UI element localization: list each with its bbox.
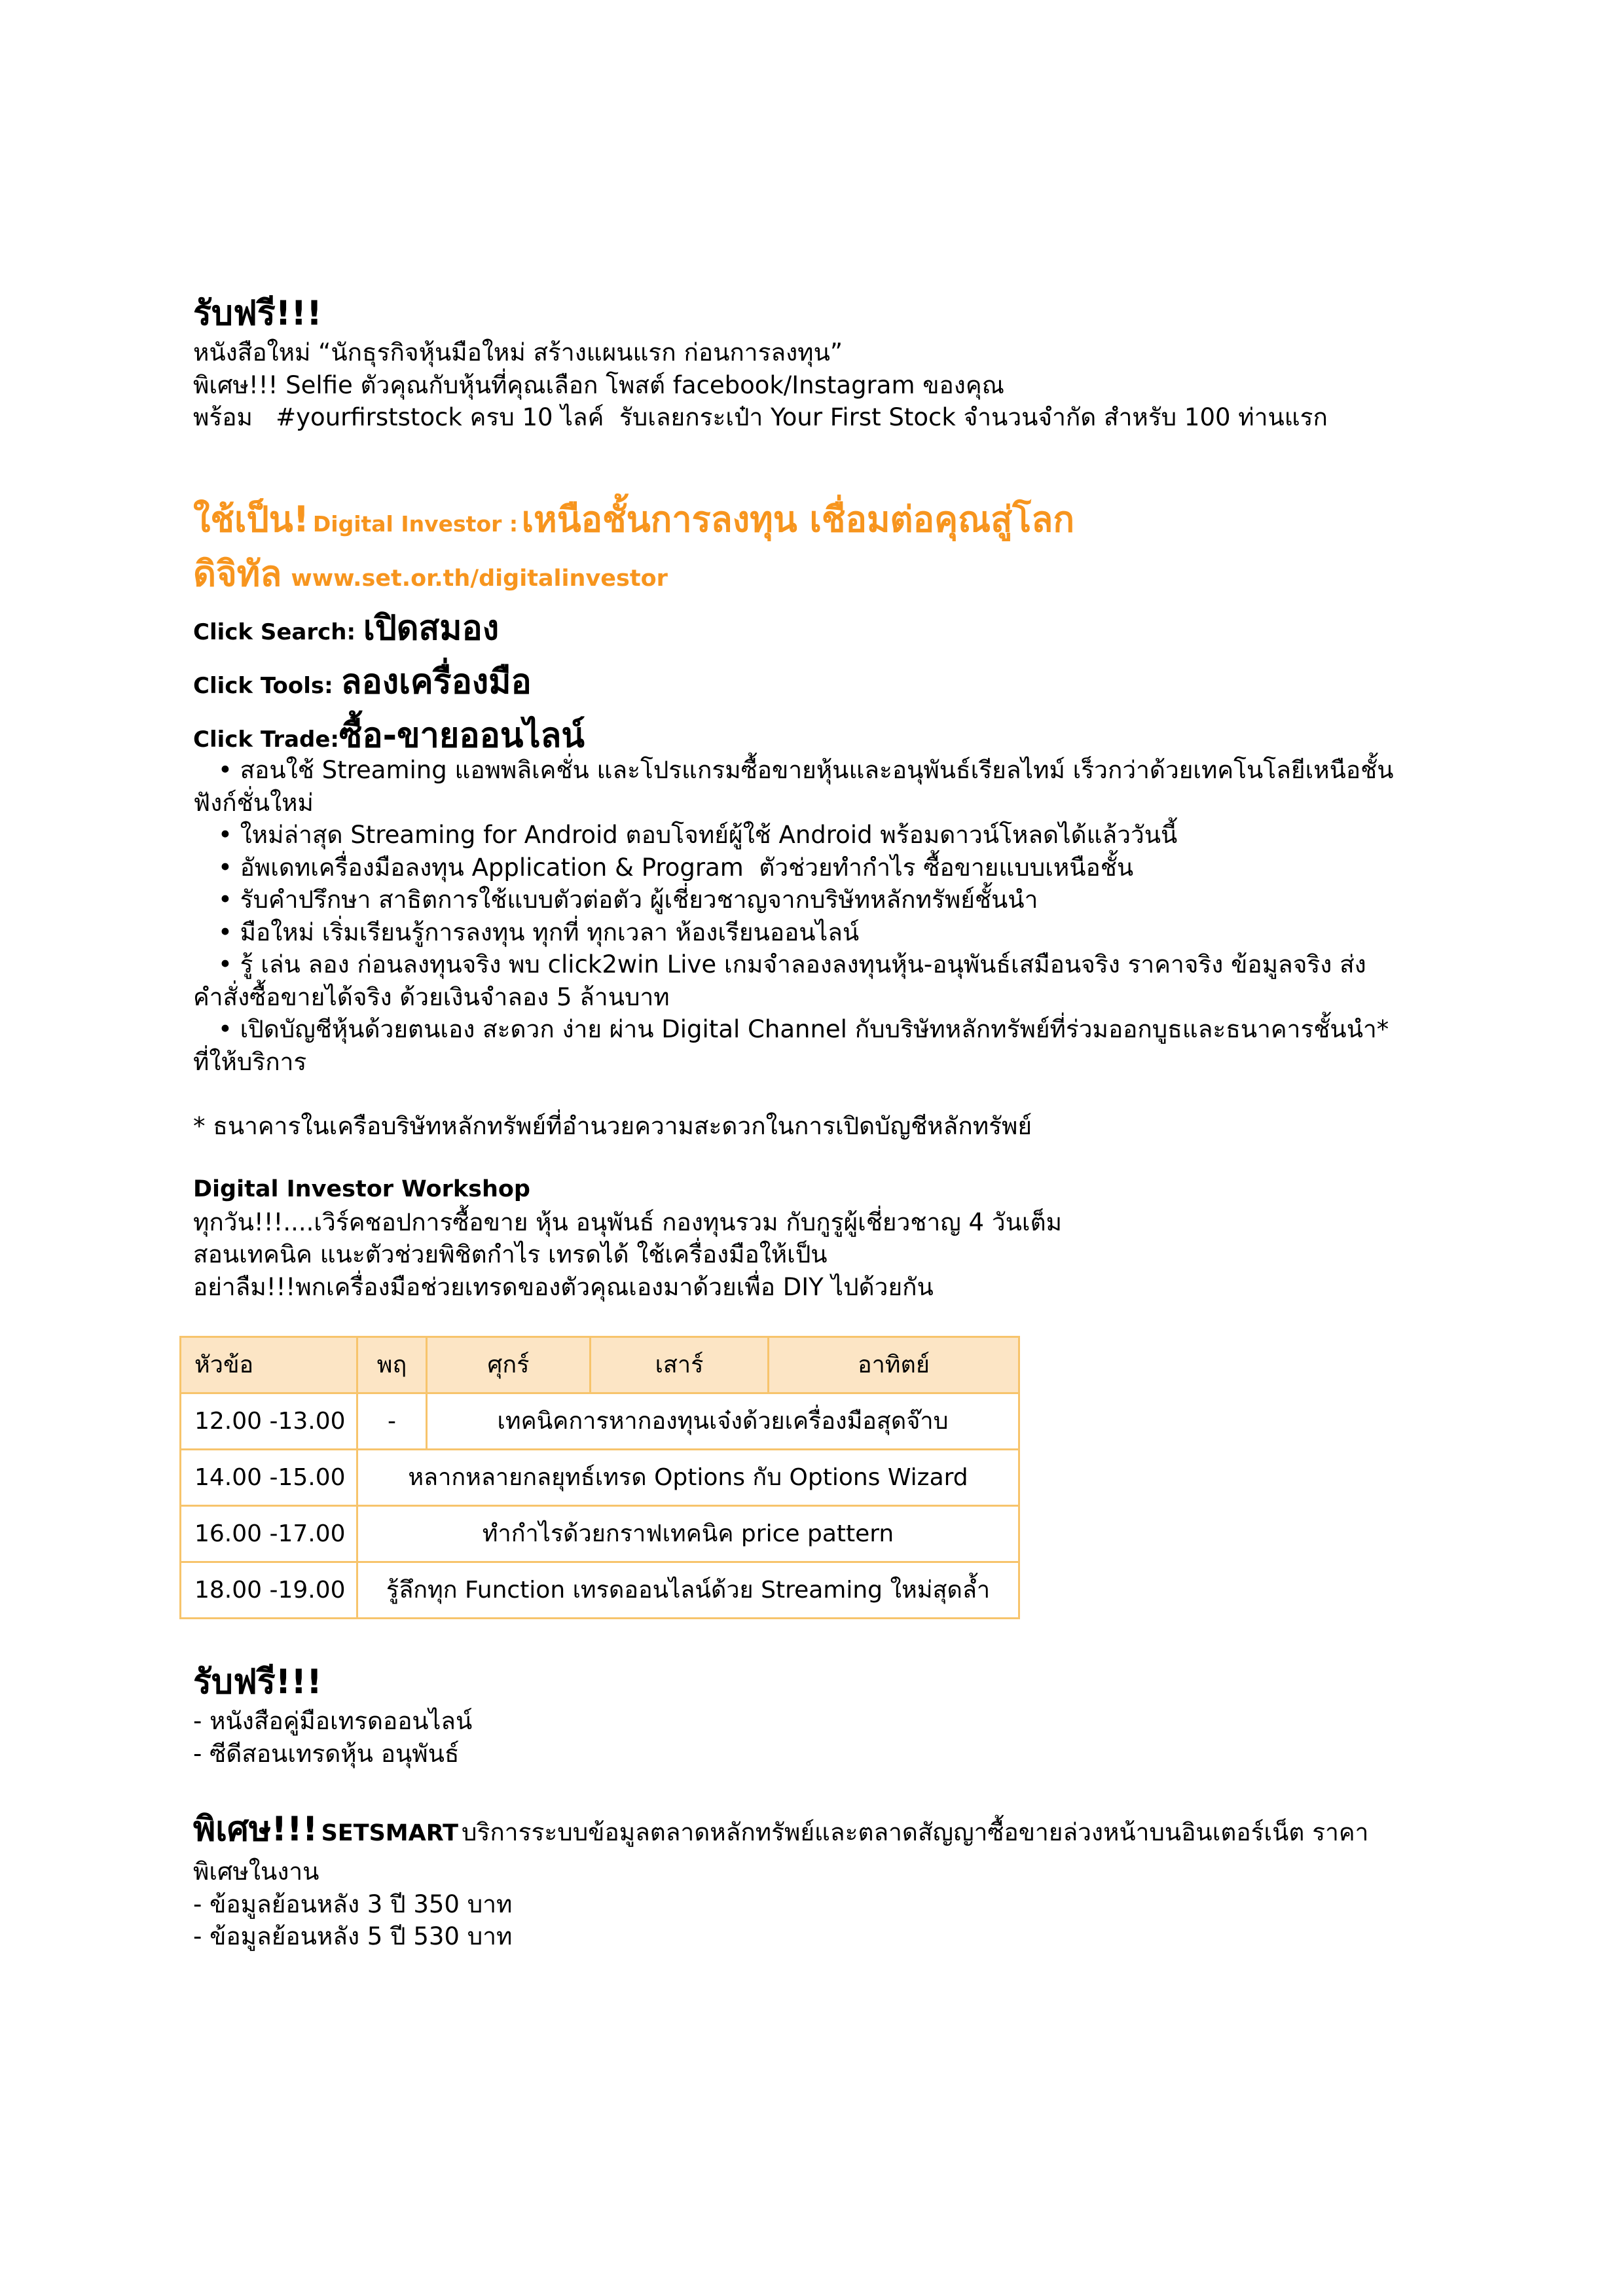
digital-investor-title [193,497,1575,551]
workshop-line: สอนเทคนิค แนะตัวช่วยพิชิตกำไร เทรดได้ ใช้เครื่องมือให้เป็น [193,1240,828,1268]
table-row [181,1506,1019,1562]
title-brand: Digital Investor : [312,511,519,537]
bullet-item-continued: ฟังก์ชั่นใหม่ [193,788,314,817]
free-gift-heading: รับฟรี!!! [193,294,322,333]
title-tagline-cont: ดิจิทัล [193,553,282,594]
thursday-cell: - [357,1393,427,1450]
bullet-item: • ใหม่ล่าสุด Streaming for Android ตอบโจทย์ผู้ใช้ Android พร้อมดาวน์โหลดได้แล้ววันนี้ [218,821,1178,849]
setsmart-description: บริการระบบข้อมูลตลาดหลักทรัพย์และตลาดสัญญาซื้อขายล่วงหน้าบนอินเตอร์เน็ต ราคา [462,1818,1369,1846]
topic-cell: หลากหลายกลยุทธ์เทรด Options กับ Options Wizard [357,1450,1019,1506]
setsmart-description-continued: พิเศษในงาน [193,1857,319,1886]
bullet-item: • สอนใช้ Streaming แอพพลิเคชั่น และโปรแกรมซื้อขายหุ้นและอนุพันธ์เรียลไทม์ เร็วกว่าด้วยเทคโนโลยีเหนือชั้น [218,756,1394,784]
bullet-item: • อัพเดทเครื่องมือลงทุน Application & Program ตัวช่วยทำกำไร ซื้อขายแบบเหนือชั้น [218,853,1134,882]
title-lead: ใช้เป็น! [193,499,310,540]
table-header-row [181,1337,1019,1393]
click-value: ลองเครื่องมือ [340,662,532,702]
feature-bullet-list [193,754,1575,1078]
setsmart-price-item: - ข้อมูลย้อนหลัง 5 ปี 530 บาท [193,1922,513,1950]
column-header-day: เสาร์ [591,1337,769,1393]
column-header-day: ศุกร์ [427,1337,591,1393]
bullet-item: • มือใหม่ เริ่มเรียนรู้การลงทุน ทุกที่ ทุกเวลา ห้องเรียนออนไลน์ [218,918,860,946]
free-gift-2-heading: รับฟรี!!! [193,1662,322,1702]
click-label: Click Trade: [193,726,340,753]
time-cell: 16.00 -17.00 [181,1506,357,1562]
click-value: เปิดสมอง [363,609,500,648]
bullet-item: • รับคำปรึกษา สาธิตการใช้แบบตัวต่อตัว ผู้เชี่ยวชาญจากบริษัทหลักทรัพย์ชั้นนำ [218,886,1038,914]
workshop-title: Digital Investor Workshop [193,1176,530,1202]
bullet-item-continued: คำสั่งซื้อขายได้จริง ด้วยเงินจำลอง 5 ล้านบาท [193,982,670,1011]
table-row [181,1393,1019,1450]
bullet-item-continued: ที่ให้บริการ [193,1047,307,1076]
time-cell: 14.00 -15.00 [181,1450,357,1506]
column-header-day: พฤ [357,1337,427,1393]
free-gift-2-section [193,1659,1575,1770]
click-label: Click Search: [193,619,363,645]
click-value: ซื้อ-ขายออนไลน์ [339,716,585,755]
topic-cell: เทคนิคการหากองทุนเจ๋งด้วยเครื่องมือสุดจ๊าบ [427,1393,1019,1450]
workshop-line: อย่าลืม!!!พกเครื่องมือช่วยเทรดของตัวคุณเองมาด้วยเพื่อ DIY ไปด้วยกัน [193,1272,934,1301]
table-row [181,1562,1019,1619]
workshop-line: ทุกวัน!!!....เวิร์คชอปการซื้อขาย หุ้น อนุพันธ์ กองทุนรวม กับกูรูผู้เชี่ยวชาญ 4 วันเต็ม [193,1208,1062,1236]
free-gift-section [193,291,1575,434]
footnote-text: * ธนาคารในเครือบริษัทหลักทรัพย์ที่อำนวยความสะดวกในการเปิดบัญชีหลักทรัพย์ [193,1112,1032,1140]
topic-cell: ทำกำไรด้วยกราฟเทคนิค price pattern [357,1506,1019,1562]
column-header-topic: หัวข้อ [181,1337,357,1393]
setsmart-section [193,1811,1575,1953]
digital-investor-header [193,497,1575,766]
click-tools-line [193,659,1575,713]
digital-investor-title-line2 [193,551,1575,605]
website-url: www.set.or.th/digitalinvestor [291,565,668,592]
time-cell: 12.00 -13.00 [181,1393,357,1450]
time-cell: 18.00 -19.00 [181,1562,357,1619]
footnote [193,1110,1575,1143]
table-row [181,1450,1019,1506]
title-tagline: เหนือชั้นการลงทุน เชื่อมต่อคุณสู่โลก [521,499,1075,540]
free-gift-line: หนังสือใหม่ “นักธุรกิจหุ้นมือใหม่ สร้างแผนแรก ก่อนการลงทุน” [193,338,843,367]
workshop-schedule-table [179,1336,1020,1619]
workshop-section [193,1174,1575,1303]
bullet-item: • รู้ เล่น ลอง ก่อนลงทุนจริง พบ click2win Live เกมจำลองลงทุนหุ้น-อนุพันธ์เสมือนจริง ราคาจริง ข้อมูลจริง ส่ง [218,950,1366,978]
click-search-line [193,605,1575,659]
free-gift-line: พร้อม #yourfirststock ครบ 10 ไลค์ รับเลยกระเป๋า Your First Stock จำนวนจำกัด สำหรับ 100 ท่านแรก [193,403,1328,431]
click-label: Click Tools: [193,673,341,699]
setsmart-brand: SETSMART [321,1820,458,1846]
setsmart-offer-line [193,1811,1575,1856]
free-gift-2-item: - หนังสือคู่มือเทรดออนไลน์ [193,1707,473,1735]
free-gift-line: พิเศษ!!! Selfie ตัวคุณกับหุ้นที่คุณเลือก โพสต์ facebook/Instagram ของคุณ [193,370,1004,399]
setsmart-lead: พิเศษ!!! [193,1810,318,1849]
column-header-day: อาทิตย์ [769,1337,1019,1393]
bullet-item: • เปิดบัญชีหุ้นด้วยตนเอง สะดวก ง่าย ผ่าน Digital Channel กับบริษัทหลักทรัพย์ที่ร่วมออกบูธและธนาคารชั้นนำ* [218,1015,1389,1043]
setsmart-price-item: - ข้อมูลย้อนหลัง 3 ปี 350 บาท [193,1890,513,1918]
topic-cell: รู้ลึกทุก Function เทรดออนไลน์ด้วย Streaming ใหม่สุดล้ำ [357,1562,1019,1619]
free-gift-2-item: - ซีดีสอนเทรดหุ้น อนุพันธ์ [193,1739,460,1768]
